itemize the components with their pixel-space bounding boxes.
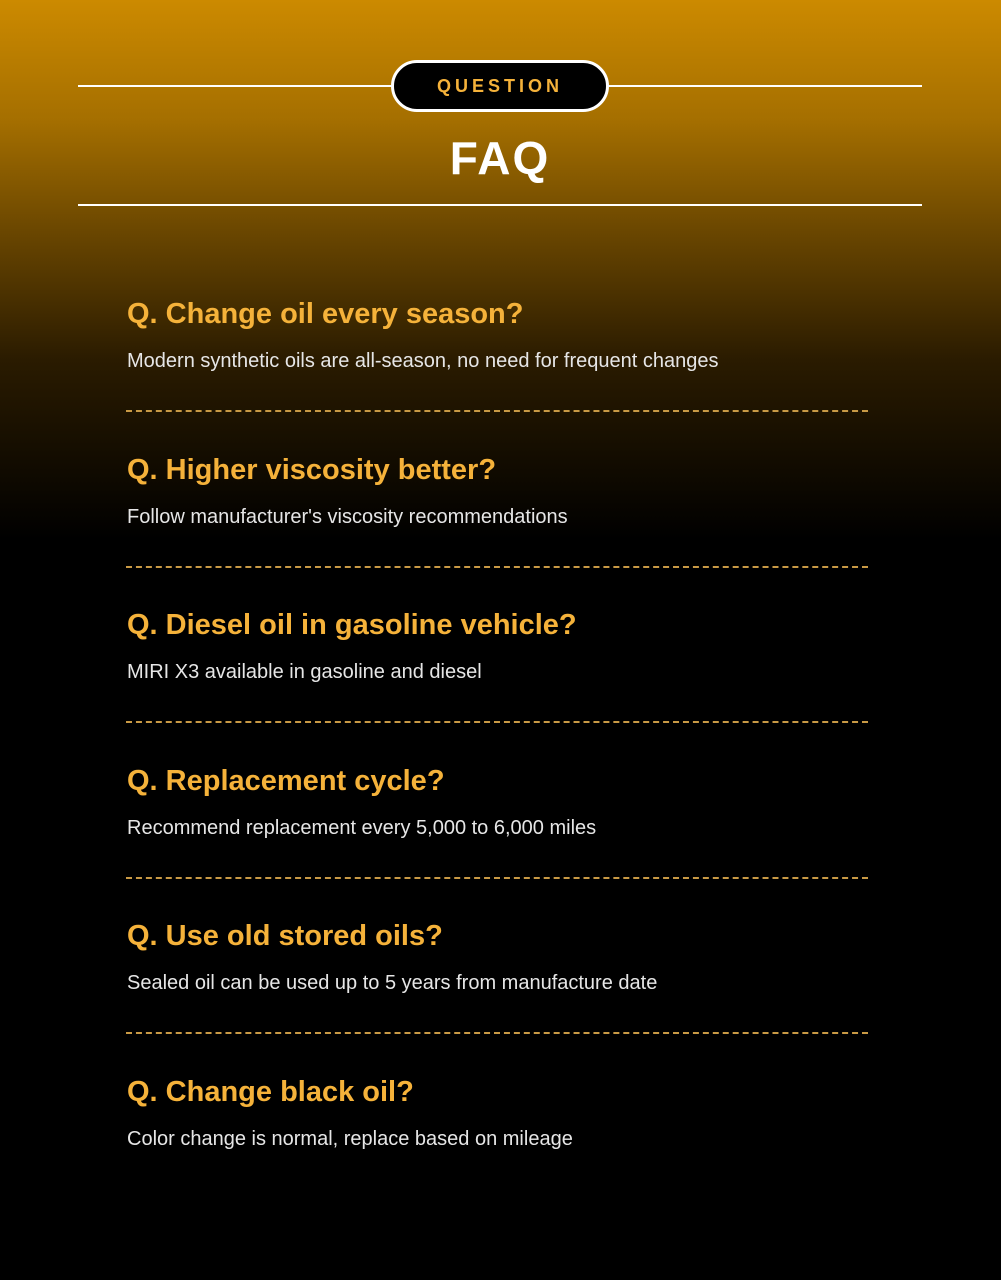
faq-divider: [126, 410, 868, 412]
faq-question: Q. Diesel oil in gasoline vehicle?: [127, 609, 577, 642]
faq-answer: Sealed oil can be used up to 5 years from manufacture date: [127, 972, 658, 995]
faq-item: [126, 606, 868, 762]
faq-divider: [126, 877, 868, 879]
question-badge: [391, 60, 609, 112]
page-title: FAQ: [449, 132, 551, 184]
faq-question: Q. Change black oil?: [127, 1075, 414, 1108]
header-rule-left: [78, 85, 398, 87]
header-rule-bottom: [78, 204, 922, 206]
faq-answer: Recommend replacement every 5,000 to 6,000 miles: [127, 816, 597, 839]
faq-item: [126, 295, 868, 451]
question-badge-label: QUESTION: [436, 75, 563, 96]
faq-answer: Modern synthetic oils are all-season, no need for frequent changes: [127, 350, 719, 372]
faq-item: [126, 1073, 868, 1229]
faq-answer: Follow manufacturer's viscosity recommendations: [127, 505, 568, 528]
faq-answer: Color change is normal, replace based on mileage: [127, 1127, 573, 1150]
faq-header: [78, 0, 922, 210]
faq-answer: MIRI X3 available in gasoline and diesel: [127, 661, 482, 684]
faq-divider: [126, 566, 868, 568]
faq-item: [126, 917, 868, 1073]
faq-item: [126, 451, 868, 607]
header-rule-right: [602, 85, 922, 87]
faq-question: Q. Change oil every season?: [127, 298, 524, 330]
faq-divider: [126, 1032, 868, 1034]
faq-question: Q. Use old stored oils?: [127, 920, 443, 953]
faq-question: Q. Higher viscosity better?: [127, 453, 497, 486]
faq-question: Q. Replacement cycle?: [127, 764, 445, 797]
faq-item: [126, 762, 868, 918]
faq-divider: [126, 721, 868, 723]
faq-list: [126, 295, 868, 1229]
